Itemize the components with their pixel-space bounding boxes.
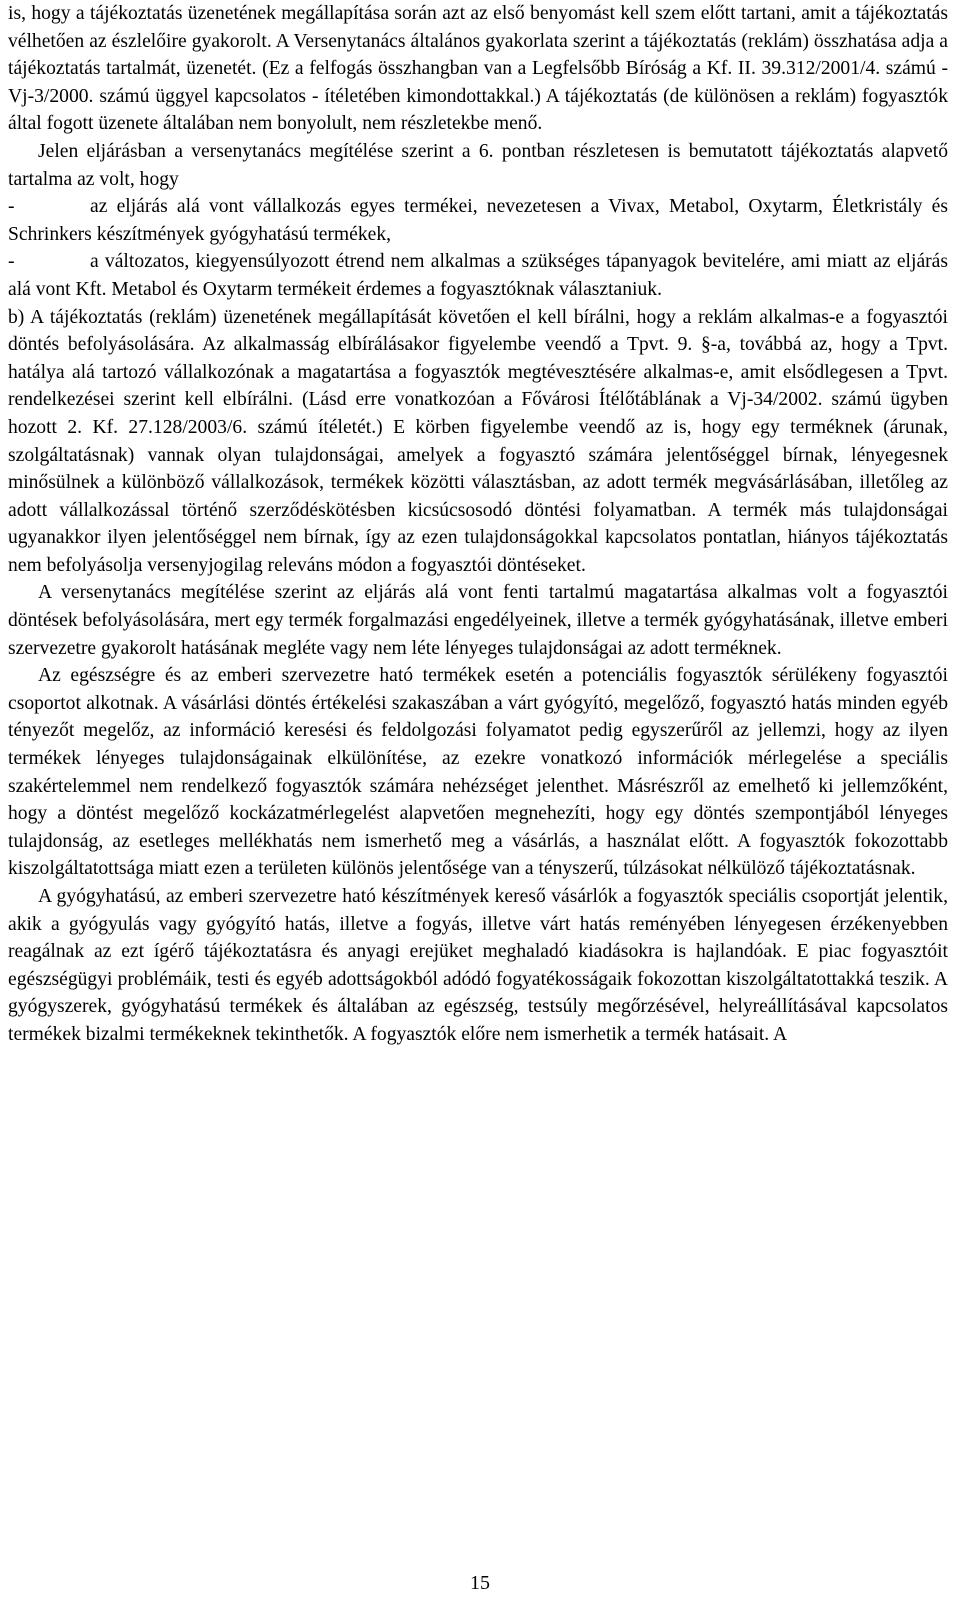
paragraph-assessment: A versenytanács megítélése szerint az eljárás alá vont fenti tartalmú magatartása alkalmas volt a fogyasztói döntések befolyásolására, mert egy termék forgalmazási engedélyeinek, illetve a termék gyógyhatásának, illetve emberi szervezetre gyakorolt hatásának megléte vagy nem léte lényeges tulajdonságai az adott terméknek. xyxy=(8,582,948,659)
paragraph-special-group: A gyógyhatású, az emberi szervezetre ható készítmények kereső vásárlók a fogyasztók speciális csoportját jelentik, akik a gyógyulás vagy gyógyító hatás, illetve a fogyás, illetve várt hatás reményében lényegesen érzékenyebben reagálnak az ezt ígérő tájékoztatásra és anyagi erejüket meghaladó kiadásokra is hajlandóak. E piac fogyasztóit egészségügyi problémáik, testi és egyéb adottságokból adódó fogyatékosságaik fokozottan kiszolgáltatottakká teszik. A gyógyszerek, gyógyhatású termékek és általában az egészség, testsúly megőrzésével, helyreállításával kapcsolatos termékek bizalmi termékeknek tekinthetők. A fogyasztók előre nem ismerhetik a termék hatásait. A xyxy=(8,886,948,1045)
bullet-item-1 xyxy=(8,193,948,248)
bullet-text: az eljárás alá vont vállalkozás egyes termékei, nevezetesen a Vivax, Metabol, Oxytarm, Életkristály és Schrinkers készítmények gyógyhatású termékek, xyxy=(8,196,948,245)
bullet-item-2 xyxy=(8,248,948,303)
bullet-dash: - xyxy=(8,196,15,218)
bullet-dash: - xyxy=(8,251,15,273)
paragraph-section-b: b) A tájékoztatás (reklám) üzenetének megállapítását követően el kell bírálni, hogy a reklám alkalmas-e a fogyasztói döntés befolyásolására. Az alkalmasság elbírálásakor figyelembe veendő a Tpvt. 9. §-a, továbbá az, hogy a Tpvt. hatálya alá tartozó vállalkozónak a magatartása a fogyasztók megtévesztésére alkalmas-e, amit elsődlegesen a Tpvt. rendelkezései szerint kell elbírálni. (Lásd erre vonatkozóan a Fővárosi Ítélőtáblának a Vj-34/2002. számú ügyben hozott 2. Kf. 27.128/2003/6. számú ítéletét.) E körben figyelembe veendő az is, hogy egy terméknek (árunak, szolgáltatásnak) vannak olyan tulajdonságai, amelyek a fogyasztó számára jelentőséggel bírnak, lényegesnek minősülnek a különböző vállalkozások, termékek közötti választásban, az adott termék megvásárlásában, illetőleg az adott vállalkozással történő szerződéskötésben kicsúcsosodó döntési folyamatban. A termék más tulajdonságai ugyanakkor ilyen jelentőséggel nem bírnak, így az ezen tulajdonságokkal kapcsolatos pontatlan, hiányos tájékoztatás nem befolyásolja versenyjogilag releváns módon a fogyasztói döntéseket. xyxy=(8,306,948,576)
bullet-text: a változatos, kiegyensúlyozott étrend nem alkalmas a szükséges tápanyagok bevitelére, ami miatt az eljárás alá vont Kft. Metabol és Oxytarm termékeit érdemes a fogyasztóknak választaniuk. xyxy=(8,251,948,300)
paragraph-vulnerable-consumers: Az egészségre és az emberi szervezetre ható termékek esetén a potenciális fogyasztók sérülékeny fogyasztói csoportot alkotnak. A vásárlási döntés értékelési szakaszában a várt gyógyító, megelőző, fogyasztó hatás minden egyéb tényezőt megelőz, az információ keresési és feldolgozási folyamatot pedig egyszerűről az jellemzi, hogy az ilyen termékek lényeges tulajdonságainak elkülönítése, az ezekre vonatkozó információk mérlegelése a speciális szakértelemmel nem rendelkező fogyasztók számára nehézséget jelenthet. Másrészről az emelhető ki jellemzőként, hogy a döntést megelőző kockázatmérlegelést alapvetően megnehezíti, hogy egy döntés szempontjából lényeges tulajdonság, az esetleges mellékhatás nem ismerhető meg a vásárlás, a használat előtt. A fogyasztók fokozottabb kiszolgáltatottsága miatt ezen a területen különös jelentősége van a tényszerű, túlzásokat nélkülöző tájékoztatásnak. xyxy=(8,665,948,880)
paragraph-intro: is, hogy a tájékoztatás üzenetének megállapítása során azt az első benyomást kell szem előtt tartani, amit a tájékoztatás vélhetően az észlelőire gyakorolt. A Versenytanács általános gyakorlata szerint a tájékoztatás (reklám) összhatása adja a tájékoztatás tartalmát, üzenetét. (Ez a felfogás összhangban van a Legfelsőbb Bíróság a Kf. II. 39.312/2001/4. számú - Vj-3/2000. számú üggyel kapcsolatos - ítéletében kimondottakkal.) A tájékoztatás (de különösen a reklám) fogyasztók által fogott üzenete általában nem bonyolult, nem részletekbe menő. xyxy=(8,3,948,135)
page-number: 15 xyxy=(470,1572,490,1594)
paragraph-content-summary: Jelen eljárásban a versenytanács megítélése szerint a 6. pontban részletesen is bemutatott tájékoztatás alapvető tartalma az volt, hogy xyxy=(8,140,948,190)
